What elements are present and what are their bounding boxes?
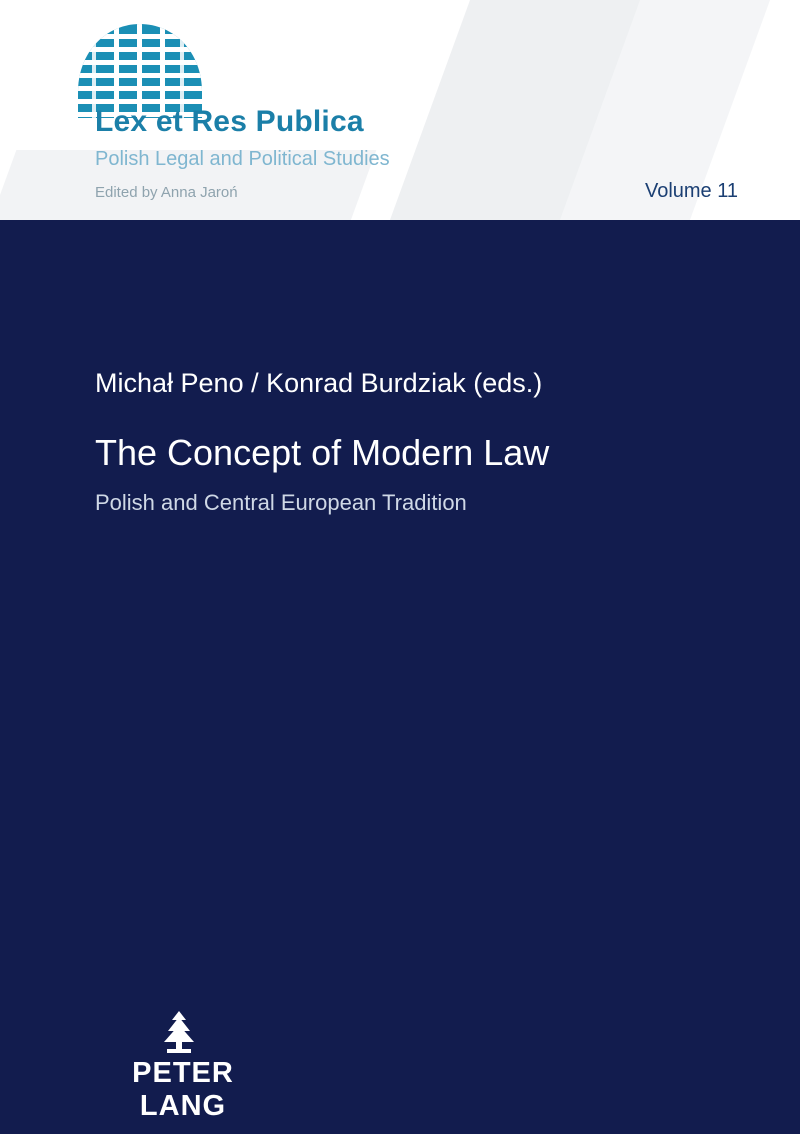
book-title: The Concept of Modern Law <box>95 432 550 473</box>
series-volume: Volume 11 <box>644 180 738 202</box>
peter-lang-tree-icon <box>156 1011 202 1053</box>
book-subtitle: Polish and Central European Tradition <box>95 490 467 515</box>
cover-header-band <box>0 0 800 220</box>
series-subtitle: Polish Legal and Political Studies <box>95 148 390 170</box>
publisher-name: PETER LANG <box>132 1057 234 1122</box>
book-editors: Michał Peno / Konrad Burdziak (eds.) <box>95 368 543 398</box>
series-title: Lex et Res Publica <box>95 105 364 138</box>
publisher-block <box>88 1011 318 1122</box>
series-editor: Edited by Anna Jaroń <box>95 184 238 201</box>
